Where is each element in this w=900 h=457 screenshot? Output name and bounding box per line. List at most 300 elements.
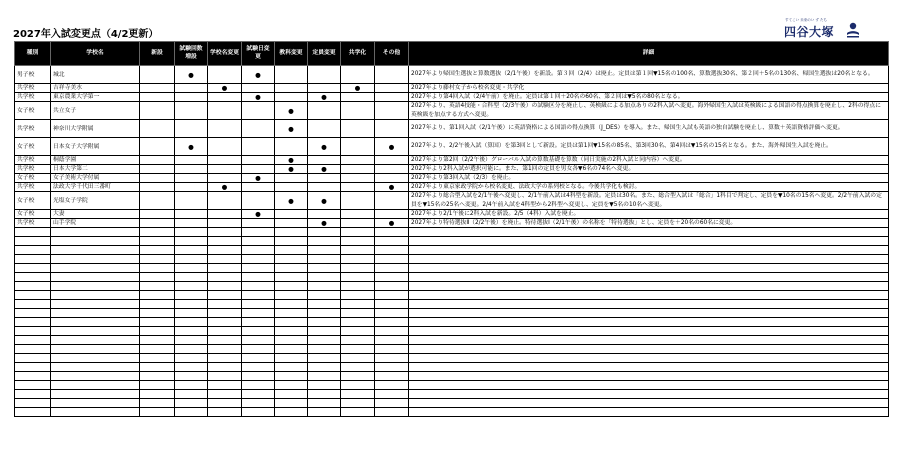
empty-cell [15,273,51,282]
empty-cell [51,309,140,318]
empty-cell [409,273,889,282]
empty-cell [242,336,275,345]
empty-cell [208,228,242,237]
cell-school: 桐蔭学園 [51,156,140,165]
empty-cell [51,291,140,300]
cell-mark-name-change [208,210,242,219]
cell-school: 神奈川大学附属 [51,120,140,138]
empty-cell [208,291,242,300]
cell-type: 女子校 [15,174,51,183]
empty-cell [341,264,375,273]
table-row [15,66,889,84]
empty-cell [208,282,242,291]
cell-mark-coed [341,120,375,138]
empty-row [15,309,889,318]
empty-cell [375,399,409,408]
empty-cell [15,291,51,300]
empty-cell [208,372,242,381]
cell-mark-capacity [308,174,341,183]
empty-cell [409,408,889,417]
table-row [15,102,889,120]
empty-cell [341,336,375,345]
empty-cell [409,327,889,336]
cell-mark-subject [275,210,308,219]
cell-mark-other: ● [375,183,409,192]
cell-mark-new [140,66,175,84]
empty-cell [242,381,275,390]
cell-detail: 2027年より第3回入試（2/3）を廃止。 [409,174,889,183]
empty-cell [15,264,51,273]
empty-cell [175,336,208,345]
cell-mark-exam-date: ● [242,93,275,102]
empty-cell [208,408,242,417]
empty-cell [140,264,175,273]
empty-cell [15,318,51,327]
empty-cell [15,354,51,363]
empty-cell [208,363,242,372]
cell-mark-new [140,174,175,183]
header-other: その他 [375,42,409,66]
cell-mark-name-change [208,174,242,183]
cell-mark-coed [341,219,375,228]
empty-cell [175,309,208,318]
cell-mark-subject: ● [275,192,308,210]
empty-cell [140,237,175,246]
empty-cell [275,309,308,318]
header-capacity: 定員変更 [308,42,341,66]
header-exam-date: 試験日変更 [242,42,275,66]
cell-mark-exam-count [175,183,208,192]
empty-cell [308,273,341,282]
cell-mark-subject [275,84,308,93]
cell-mark-name-change [208,102,242,120]
cell-mark-other [375,192,409,210]
empty-cell [275,255,308,264]
cell-type: 共学校 [15,93,51,102]
cell-mark-exam-count: ● [175,138,208,156]
cell-mark-subject [275,219,308,228]
empty-cell [208,273,242,282]
cell-mark-name-change [208,156,242,165]
cell-school: 吉祥寺美水 [51,84,140,93]
empty-cell [51,228,140,237]
empty-cell [175,363,208,372]
empty-cell [140,309,175,318]
empty-cell [51,327,140,336]
empty-cell [242,363,275,372]
empty-cell [341,345,375,354]
empty-cell [275,363,308,372]
cell-mark-exam-date [242,219,275,228]
cell-mark-name-change: ● [208,183,242,192]
empty-cell [409,390,889,399]
cell-detail: 2027年より特待選抜Ⅱ（2/2午後）を廃止。特待選抜Ⅰ（2/1午後）の名称を「特待選抜」とし、定員を＋20名の60名に変更。 [409,219,889,228]
cell-type: 共学校 [15,165,51,174]
empty-cell [308,318,341,327]
empty-cell [51,282,140,291]
empty-cell [175,399,208,408]
cell-mark-coed: ● [341,84,375,93]
empty-cell [275,372,308,381]
empty-cell [308,345,341,354]
empty-cell [341,228,375,237]
cell-mark-exam-date [242,102,275,120]
cell-school: 女子美術大学付属 [51,174,140,183]
empty-cell [15,228,51,237]
cell-mark-new [140,192,175,210]
cell-mark-new [140,120,175,138]
empty-cell [242,255,275,264]
empty-cell [15,282,51,291]
empty-cell [140,381,175,390]
empty-cell [175,237,208,246]
empty-row [15,264,889,273]
empty-cell [140,291,175,300]
empty-cell [51,264,140,273]
cell-mark-other [375,120,409,138]
changes-table [14,41,889,417]
cell-mark-exam-count [175,174,208,183]
cell-mark-name-change [208,66,242,84]
empty-cell [341,354,375,363]
cell-mark-capacity [308,210,341,219]
empty-cell [208,354,242,363]
empty-cell [275,390,308,399]
empty-cell [242,327,275,336]
empty-cell [242,237,275,246]
cell-mark-coed [341,102,375,120]
empty-cell [242,399,275,408]
table-row [15,192,889,210]
cell-mark-other [375,66,409,84]
table-row [15,120,889,138]
cell-mark-other [375,174,409,183]
cell-mark-coed [341,165,375,174]
empty-cell [208,399,242,408]
cell-detail: 2027年より2/1午後に2科入試を新設。2/5（4科）入試を廃止。 [409,210,889,219]
cell-mark-name-change [208,93,242,102]
cell-type: 共学校 [15,120,51,138]
empty-cell [308,282,341,291]
empty-cell [140,273,175,282]
empty-cell [175,345,208,354]
empty-cell [15,255,51,264]
empty-cell [341,273,375,282]
empty-cell [208,318,242,327]
cell-mark-capacity [308,183,341,192]
cell-type: 女子校 [15,192,51,210]
empty-cell [15,381,51,390]
empty-row [15,291,889,300]
table-row [15,219,889,228]
cell-mark-exam-date: ● [242,210,275,219]
empty-cell [175,264,208,273]
empty-cell [175,381,208,390]
table-row [15,84,889,93]
empty-cell [308,390,341,399]
empty-cell [51,399,140,408]
cell-type: 共学校 [15,84,51,93]
empty-cell [275,408,308,417]
cell-mark-capacity [308,102,341,120]
empty-cell [409,318,889,327]
empty-cell [308,354,341,363]
empty-cell [308,363,341,372]
empty-cell [51,372,140,381]
cell-mark-name-change [208,219,242,228]
cell-mark-subject: ● [275,120,308,138]
empty-row [15,336,889,345]
empty-cell [409,282,889,291]
empty-cell [208,246,242,255]
cell-school: 日本大学第二 [51,165,140,174]
cell-mark-capacity: ● [308,138,341,156]
empty-cell [308,372,341,381]
cell-type: 女子校 [15,102,51,120]
cell-detail: 2027年より第2回（2/2午後）グローバル入試の算数基礎を算数（同日実施の2科入試と同内容）へ変更。 [409,156,889,165]
empty-cell [375,255,409,264]
empty-cell [140,327,175,336]
cell-school: 東京農業大学第一 [51,93,140,102]
empty-cell [275,354,308,363]
empty-cell [341,291,375,300]
empty-cell [140,399,175,408]
header-subject: 教科変更 [275,42,308,66]
empty-cell [308,300,341,309]
cell-mark-other [375,93,409,102]
table-body [15,66,889,417]
empty-cell [275,381,308,390]
empty-cell [375,264,409,273]
cell-mark-coed [341,156,375,165]
empty-cell [308,399,341,408]
empty-cell [409,255,889,264]
empty-cell [140,255,175,264]
empty-cell [375,327,409,336]
empty-cell [140,318,175,327]
empty-cell [375,246,409,255]
empty-cell [375,363,409,372]
empty-cell [341,381,375,390]
empty-cell [15,246,51,255]
empty-cell [175,327,208,336]
empty-row [15,228,889,237]
empty-row [15,372,889,381]
empty-cell [242,354,275,363]
empty-cell [51,318,140,327]
empty-cell [341,318,375,327]
empty-cell [15,345,51,354]
logo-tagline: すてこい 未来のい ず たち [785,18,827,22]
empty-cell [242,309,275,318]
empty-cell [140,228,175,237]
cell-mark-other [375,210,409,219]
empty-cell [15,309,51,318]
header-school: 学校名 [51,42,140,66]
empty-cell [341,390,375,399]
cell-mark-exam-date [242,165,275,174]
empty-cell [175,300,208,309]
empty-cell [140,372,175,381]
empty-row [15,354,889,363]
empty-cell [275,273,308,282]
cell-mark-other [375,165,409,174]
cell-mark-coed [341,183,375,192]
empty-cell [409,345,889,354]
empty-cell [140,300,175,309]
cell-mark-other [375,156,409,165]
cell-mark-exam-date [242,156,275,165]
empty-cell [375,408,409,417]
empty-cell [242,390,275,399]
cell-detail: 2027年より、英語4技能・合科型（2/3午後）の試験区分を廃止し、英検級による加点ありの2科入試へ変更。海外帰国生入試は英検級による国語の得点換算を廃止し、2科の得点に英検級を加点する方式へ変更。 [409,102,889,120]
cell-type: 女子校 [15,210,51,219]
cell-mark-name-change [208,192,242,210]
empty-cell [375,237,409,246]
cell-mark-capacity [308,156,341,165]
cell-detail: 2027年より2科入試が選択可能に。また、第1回の定員を男女各▼6名の74名へ変更。 [409,165,889,174]
empty-cell [140,363,175,372]
empty-cell [140,408,175,417]
header-name-change: 学校名変更 [208,42,242,66]
empty-cell [242,345,275,354]
empty-cell [341,300,375,309]
empty-cell [409,336,889,345]
cell-mark-capacity [308,120,341,138]
empty-cell [140,354,175,363]
cell-mark-capacity [308,66,341,84]
cell-mark-name-change: ● [208,84,242,93]
empty-cell [341,237,375,246]
empty-cell [375,300,409,309]
empty-cell [308,336,341,345]
logo-name: 四谷大塚 [784,25,835,39]
header-new: 新設 [140,42,175,66]
empty-cell [15,363,51,372]
table-row [15,174,889,183]
empty-cell [308,309,341,318]
cell-mark-exam-date [242,192,275,210]
empty-cell [51,273,140,282]
empty-cell [175,291,208,300]
empty-cell [308,408,341,417]
empty-row [15,273,889,282]
table-row [15,165,889,174]
empty-cell [375,372,409,381]
empty-cell [51,246,140,255]
empty-row [15,408,889,417]
empty-cell [308,291,341,300]
empty-cell [409,309,889,318]
header-detail: 詳細 [409,42,889,66]
cell-mark-new [140,102,175,120]
empty-cell [242,408,275,417]
table-row [15,138,889,156]
cell-mark-coed [341,174,375,183]
cell-mark-coed [341,138,375,156]
cell-type: 共学校 [15,183,51,192]
empty-cell [51,255,140,264]
cell-mark-capacity [308,84,341,93]
cell-mark-exam-count [175,84,208,93]
cell-mark-exam-count [175,165,208,174]
cell-mark-coed [341,192,375,210]
empty-cell [275,318,308,327]
cell-type: 女子校 [15,138,51,156]
empty-cell [140,390,175,399]
cell-mark-other: ● [375,219,409,228]
empty-cell [15,336,51,345]
cell-mark-new [140,93,175,102]
empty-cell [409,363,889,372]
cell-detail: 2027年より藤村女子から校名変更・共学化 [409,84,889,93]
empty-cell [140,345,175,354]
empty-cell [242,273,275,282]
table-row [15,183,889,192]
empty-cell [341,399,375,408]
header-type: 種別 [15,42,51,66]
empty-cell [375,390,409,399]
empty-cell [175,318,208,327]
empty-row [15,399,889,408]
empty-cell [409,264,889,273]
empty-cell [51,237,140,246]
empty-cell [275,327,308,336]
cell-mark-new [140,165,175,174]
empty-cell [140,282,175,291]
cell-mark-exam-count [175,210,208,219]
empty-cell [51,381,140,390]
empty-cell [242,372,275,381]
cell-mark-new [140,156,175,165]
empty-cell [208,381,242,390]
cell-mark-other: ● [375,138,409,156]
cell-detail: 2027年より、第1回入試（2/1午後）に英語資格による国語の得点換算（J_DES）を導入。また、帰国生入試も英語の独自試験を廃止し、算数＋英語資格評価へ変更。 [409,120,889,138]
header-coed: 共学化 [341,42,375,66]
empty-row [15,255,889,264]
empty-cell [341,282,375,291]
cell-mark-exam-date: ● [242,66,275,84]
empty-cell [15,408,51,417]
cell-type: 共学校 [15,219,51,228]
empty-cell [275,246,308,255]
cell-mark-capacity: ● [308,93,341,102]
cell-mark-capacity: ● [308,219,341,228]
empty-cell [275,399,308,408]
empty-cell [51,408,140,417]
empty-row [15,345,889,354]
cell-mark-coed [341,66,375,84]
empty-cell [275,300,308,309]
cell-mark-new [140,84,175,93]
empty-row [15,282,889,291]
person-mark-icon [846,22,860,38]
header-exam-count: 試験回数増設 [175,42,208,66]
table-row [15,156,889,165]
empty-row [15,363,889,372]
empty-cell [208,327,242,336]
cell-mark-capacity: ● [308,192,341,210]
empty-cell [375,381,409,390]
cell-detail: 2027年より帰国生選抜と算数選抜（2/1午後）を新設。第３回（2/4）は廃止。定員は第１回▼15名の100名、算数選抜30名、第２回＋5名の130名、帰国生選抜は20名となる。 [409,66,889,84]
cell-mark-exam-count [175,192,208,210]
page-title: 2027年入試変更点（4/2更新） [13,29,159,40]
empty-cell [51,336,140,345]
empty-cell [242,300,275,309]
empty-cell [275,282,308,291]
empty-cell [15,237,51,246]
empty-cell [409,228,889,237]
